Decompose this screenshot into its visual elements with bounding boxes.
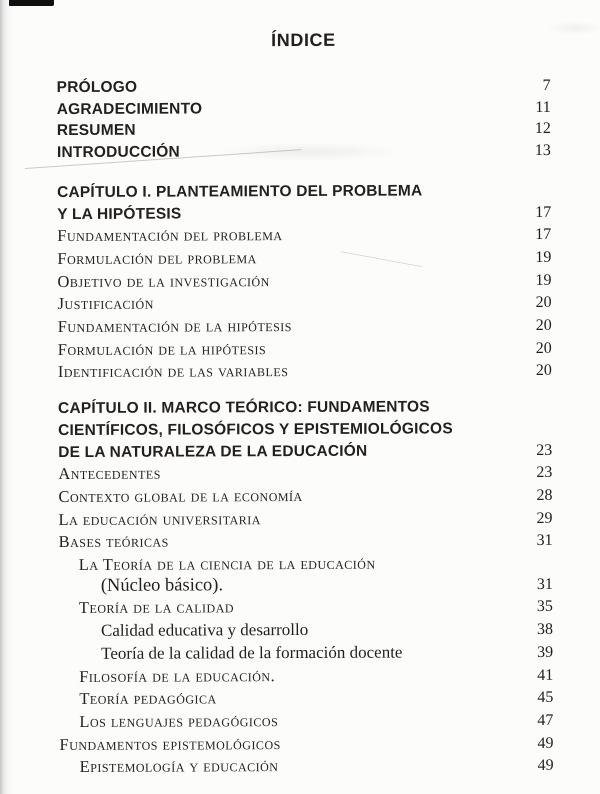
toc-entry-page: 20 [535,316,552,335]
toc-entry-page: 31 [536,532,553,550]
toc-entry-page: 20 [535,339,552,357]
toc-entry-label: La Teoría de la ciencia de la educación [78,553,376,575]
toc-entry-page: 47 [537,711,554,729]
toc-entry-page: 13 [534,142,551,160]
toc-entry-label: DE LA NATURALEZA DE LA EDUCACIÓN [58,442,368,461]
toc-entry-label: Fundamentación del problema [57,225,283,246]
toc-entry-label: Antecedentes [58,463,161,484]
toc-entry-label: Teoría pedagógica [79,688,217,709]
toc-entry-page: 31 [536,575,553,593]
toc-entry-page: 49 [537,757,554,775]
toc-entry-label: RESUMEN [56,122,136,140]
toc-entry [58,314,552,339]
toc-entry-label: Calidad educativa y desarrollo [100,620,309,641]
toc-entry [58,337,552,362]
toc-entry-label: CAPÍTULO II. MARCO TEÓRICO: FUNDAMENTOS [57,398,430,418]
toc-entry [57,269,551,294]
toc-entry [57,118,551,142]
toc-entry-page: 17 [535,203,552,221]
toc-entry [57,75,551,99]
toc-entry-page: 38 [536,621,554,639]
toc-entry-label: INTRODUCCIÓN [56,143,180,162]
toc-entry [59,574,553,598]
toc-entry-page: 7 [542,76,551,94]
toc-entry-page: 11 [535,98,551,116]
toc-entry [59,595,553,620]
toc-entry-page: 45 [537,689,554,707]
toc-entry [57,140,551,164]
toc-entry-label: Bases teóricas [58,531,169,552]
toc-entry [57,180,551,226]
toc-entry-page: 49 [537,734,554,752]
toc-entry-label: CIENTÍFICOS, FILOSÓFICOS Y EPISTEMIOLÓGICOS [58,420,453,439]
toc-entry [58,507,552,532]
toc-entry-label: La educación universitaria [58,508,261,529]
toc-entry-label: Filosofía de la educación. [79,665,276,686]
toc-entry-page: 28 [536,486,553,504]
toc-entry [59,732,553,757]
toc-entry-page: 23 [536,464,553,482]
toc-entry-label: CAPÍTULO I. PLANTEAMIENTO DEL PROBLEMA [57,182,423,201]
toc-entry [58,396,552,463]
toc-entry [57,246,551,271]
toc-entry-page: 35 [536,598,553,616]
toc-entry-label: PRÓLOGO [56,78,138,97]
toc-entry-label: Teoría de la calidad [78,597,235,618]
toc-entry-page: 17 [535,226,552,244]
toc-entry-label: Teoría de la calidad de la formación docente [101,642,403,663]
toc-entry [57,97,551,121]
toc-entry-page: 23 [536,441,553,459]
toc-entry-page: 19 [535,248,552,266]
toc-entry-label: (Núcleo básico). [100,575,224,596]
toc-entry [58,484,552,509]
toc-entry-label: Formulación del problema [57,248,257,268]
toc-entry [58,359,552,384]
toc-entry [59,686,553,711]
toc-entry-label: Epistemología y educación [79,756,279,777]
toc-entry-label: Y LA HIPÓTESIS [57,205,182,223]
toc-entry-label: AGRADECIMIENTO [56,100,203,118]
toc-entry [59,663,553,688]
toc-entry-page: 29 [536,509,553,527]
toc-entry [59,529,553,554]
toc-entry-label: Los lenguajes pedagógicos [79,711,279,731]
toc-entry-page: 20 [535,294,552,312]
toc-entry [59,552,553,576]
toc-entry-page: 39 [537,643,554,661]
toc-entry [59,709,553,734]
toc-entry-label: Identificación de las variables [57,361,289,382]
toc-entry-label: Fundamentos epistemológicos [59,733,281,754]
toc-entry-label: Formulación de la hipótesis [57,338,267,359]
page-title: ÍNDICE [271,29,336,51]
toc-entry-label: Contexto global de la economía [58,485,303,507]
toc-entry [58,461,552,486]
toc-entry-label: Objetivo de la investigación [57,270,270,291]
toc-entry-page: 12 [534,120,551,138]
toc-entry [59,641,553,666]
toc-entry [59,618,553,643]
toc-entry [60,754,554,779]
toc-entry-label: Fundamentación de la hipótesis [57,316,292,337]
toc-entry-page: 19 [535,271,552,289]
toc-entry [57,223,551,248]
toc-entry-page: 20 [535,362,552,380]
toc-entry [58,291,552,316]
toc-entry-label: Justificación [57,293,154,314]
toc-list [57,75,554,779]
toc-entry-page: 41 [537,666,554,684]
